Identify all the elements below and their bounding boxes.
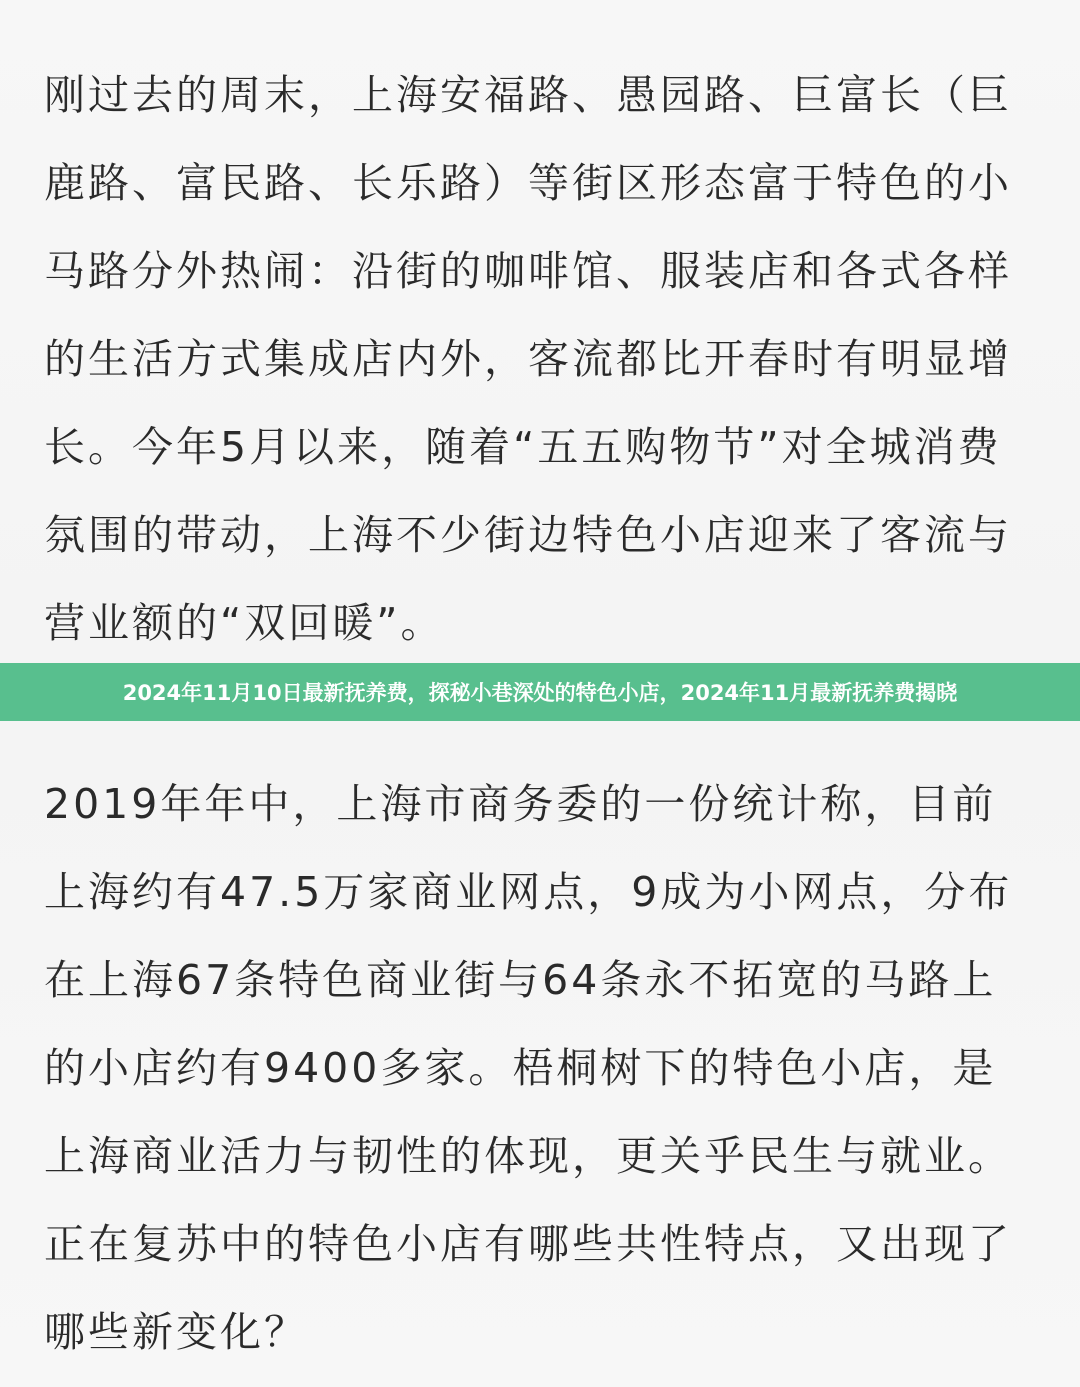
title-banner	[0, 663, 1080, 721]
banner-title: 2024年11月10日最新抚养费，探秘小巷深处的特色小店，2024年11月最新抚养费揭晓	[122, 681, 958, 705]
article-paragraph-top: 刚过去的周末，上海安福路、愚园路、巨富长（巨鹿路、富民路、长乐路）等街区形态富于特色的小马路分外热闹：沿街的咖啡馆、服装店和各式各样的生活方式集成店内外，客流都比开春时有明显增长。今年5月以来，随着“五五购物节”对全城消费氛围的带动，上海不少街边特色小店迎来了客流与营业额的“双回暖”。	[44, 71, 1012, 647]
article-paragraph-bottom: 2019年年中，上海市商务委的一份统计称，目前上海约有47.5万家商业网点，9成为小网点，分布在上海67条特色商业街与64条永不拓宽的马路上的小店约有9400多家。梧桐树下的特色小店，是上海商业活力与韧性的体现，更关乎民生与就业。正在复苏中的特色小店有哪些共性特点，又出现了哪些新变化？	[44, 780, 1013, 1356]
